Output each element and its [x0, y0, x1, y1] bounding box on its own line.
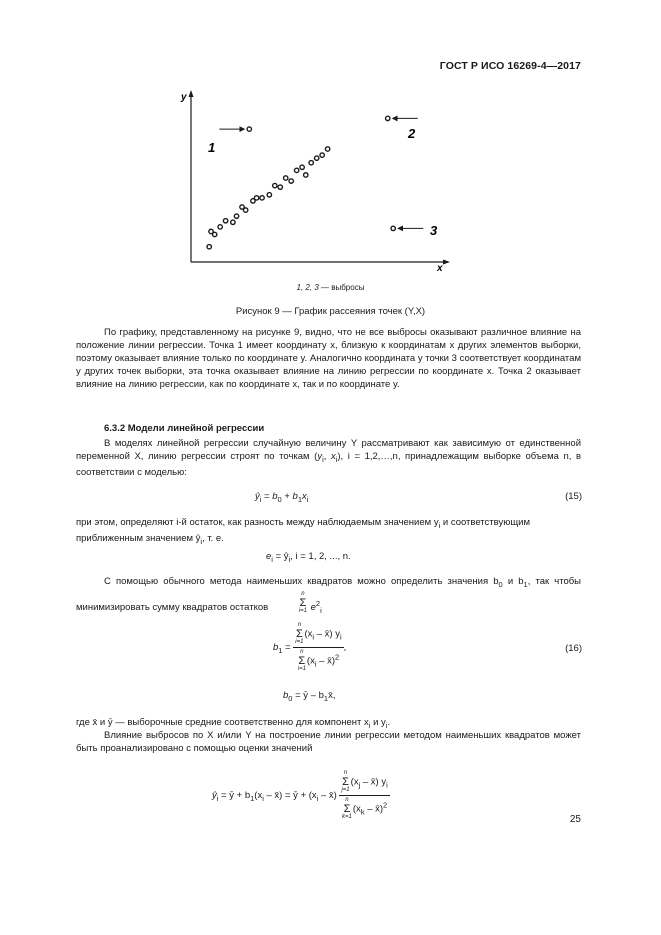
para3-line1: при этом, определяют i-й остаток, как разность между наблюдаемым значением y	[76, 517, 439, 528]
para2-i1: i	[322, 454, 324, 464]
scatter-point-24	[325, 147, 329, 151]
eql-mid2-sub: i	[262, 793, 264, 803]
eq15-x: x	[302, 491, 307, 502]
eql-den-bot: k=1	[342, 814, 352, 820]
eq16-den-top: n	[300, 649, 304, 655]
scatter-point-7	[234, 214, 238, 218]
eq15-x-sub: i	[306, 494, 309, 504]
eq16-num-bot: i=1	[295, 639, 304, 645]
para5-end: .	[387, 717, 391, 728]
eq16-num-sigma: Σ	[295, 628, 303, 640]
para4-b0: 0	[498, 579, 503, 589]
outlier-label-1: 1	[208, 140, 216, 155]
eq16-fraction	[293, 622, 343, 673]
scatter-point-5	[223, 219, 227, 223]
eql-den-expr-sub: k	[360, 807, 365, 817]
para2-y: y	[317, 451, 323, 462]
eql-den-sup: 2	[383, 800, 388, 810]
eql-den-expr: (x	[352, 803, 361, 815]
equation-15	[255, 491, 308, 504]
scatter-point-20	[304, 173, 308, 177]
outlier-points	[219, 116, 423, 230]
eql-lhs: ŷ	[212, 790, 217, 802]
data-points	[207, 147, 330, 249]
eql-mid3-sub: i	[316, 793, 319, 803]
paragraph-least-squares	[76, 575, 581, 617]
legend-text: — выбросы	[318, 283, 365, 292]
figure-legend	[0, 283, 661, 292]
y-axis-arrow	[189, 90, 194, 97]
para2-part1: В моделях линейной регрессии случайную величину Y рассматривают как зависимую от единственной переменной X, линию регрессии строят по точкам (	[76, 438, 581, 462]
outlier-label-2: 2	[408, 126, 416, 141]
eq15-b0: b	[272, 491, 278, 502]
eq16-lhs-sub: 1	[278, 645, 283, 655]
outlier-point-2	[386, 116, 390, 120]
residual-mid-sub: i	[288, 554, 291, 564]
paragraph-outliers-influence: По графику, представленному на рисунке 9, видно, что не все выбросы оказывают различное влияние на положение линии регрессии. Точка 1 имеет координату x, близкую к координатам x других элементов выборки, поэтому оказывает влияние только по координате y. Аналогично координата y точки 3 соответствует координатам y других точек выборки, эта точка оказывает влияние на линию регрессии по координате x. Точка 2 оказывает влияние на линию регрессии, как по координате x, так и по координате y.	[76, 327, 581, 390]
para5-and: и y	[370, 717, 386, 728]
eqb0-rhs: = ȳ – b	[292, 690, 324, 701]
section-heading: 6.3.2 Модели линейной регрессии	[104, 423, 265, 434]
equation-fitted-values	[212, 770, 390, 821]
para4-b1: 1	[523, 579, 528, 589]
page-number: 25	[569, 814, 581, 825]
eq16-den-sum	[298, 649, 306, 673]
scatter-point-22	[314, 156, 318, 160]
eq15-plus: +	[281, 491, 293, 502]
outlier-label-3: 3	[430, 223, 438, 238]
scatter-point-6	[231, 220, 235, 224]
para3-line2: приближенным значением ŷ	[76, 532, 201, 544]
eql-den-sigma: Σ	[343, 803, 351, 815]
para3-line2-end: , т. е.	[202, 532, 224, 544]
scatter-point-23	[320, 153, 324, 157]
eql-denominator	[339, 796, 389, 821]
equation-16	[273, 622, 346, 673]
para2-i2: i	[335, 454, 338, 464]
legend-numbers: 1, 2, 3	[296, 283, 319, 292]
eql-mid1-sub: 1	[250, 793, 255, 803]
scatter-point-9	[243, 208, 247, 212]
eql-num-sigma: Σ	[342, 776, 349, 788]
eq16-den-expr2: – x̄)	[316, 655, 335, 667]
paragraph-linear-regression-model	[76, 437, 581, 479]
eq16-num-expr2-sub: i	[339, 632, 342, 642]
para2-x: x	[330, 451, 336, 462]
scatter-point-21	[309, 161, 313, 165]
scatter-point-4	[218, 225, 222, 229]
eq16-num-expr2: – x̄) y	[314, 628, 340, 640]
eql-fraction	[339, 770, 389, 821]
outlier-point-3	[391, 226, 395, 230]
eql-num-top: n	[343, 770, 348, 776]
eql-mid4: – x̄)	[318, 790, 340, 802]
sum-top: n	[301, 590, 305, 597]
eql-num-expr-sub: j	[358, 780, 361, 790]
eql-mid2: (x	[254, 790, 263, 802]
residual-tail: , i = 1, 2, ..., n.	[290, 551, 351, 562]
eq16-num-expr-sub: i	[312, 632, 315, 642]
para2-part2: ), i = 1,2,…,n, принадлежащим выборке объема n, в соответствии с моделью:	[76, 451, 581, 478]
document-header: ГОСТ Р ИСО 16269-4—2017	[439, 60, 581, 72]
eql-den-expr2: – x̄)	[364, 803, 384, 815]
eq16-comma: ,	[343, 642, 347, 654]
scatter-point-16	[284, 176, 288, 180]
scatter-point-18	[294, 168, 298, 172]
eql-mid1: = ȳ + b	[218, 790, 251, 802]
eql-num-sum	[341, 770, 349, 794]
eql-num-expr2-sub: i	[386, 780, 388, 790]
eq16-den-expr: (x	[306, 655, 315, 667]
scatter-plot	[170, 86, 460, 276]
eqb0-lhs: b	[283, 690, 289, 701]
eq16-num-top: n	[297, 622, 302, 628]
eql-num-bot: j=1	[341, 787, 350, 793]
eq15-lhs: ŷ	[255, 491, 260, 502]
eql-numerator	[339, 770, 389, 796]
eqb0-lhs-sub: 0	[288, 693, 293, 703]
eq16-num-expr: (x	[304, 628, 313, 640]
eq15-b1: b	[292, 491, 298, 502]
eql-num-expr: (x	[350, 776, 359, 788]
scatter-point-11	[254, 196, 258, 200]
x-axis-arrow	[443, 260, 450, 265]
scatter-point-3	[209, 229, 213, 233]
scatter-point-19	[300, 165, 304, 169]
eq15-lhs-sub: i	[259, 494, 262, 504]
eq16-lhs: b	[273, 642, 279, 654]
equation-residual	[266, 551, 351, 564]
x-axis-label: x	[437, 263, 443, 274]
para3-line1-sub: i	[438, 520, 441, 530]
eq16-den-sup: 2	[335, 652, 340, 662]
sum-e-sup: 2	[315, 598, 321, 608]
sum-sign-inline	[271, 591, 307, 615]
equation-15-number: (15)	[565, 491, 582, 502]
figure-caption: Рисунок 9 — График рассеяния точек (Y,X)	[235, 306, 426, 317]
scatter-point-12	[260, 196, 264, 200]
eq16-denominator	[293, 648, 343, 673]
scatter-point-17	[289, 179, 293, 183]
scatter-point-15	[278, 185, 282, 189]
eql-den-top: n	[345, 797, 349, 803]
scatter-point-1	[207, 245, 211, 249]
para3-line1-end: и соответствующим	[440, 517, 531, 528]
scatter-point-13	[267, 193, 271, 197]
eqb0-rhs-sub: 1	[323, 693, 329, 703]
residual-e-sub: i	[271, 554, 273, 564]
eq16-eq: =	[282, 642, 294, 654]
sum-e-sub: i	[320, 605, 322, 615]
y-axis-label: y	[181, 92, 187, 103]
eq16-den-expr-sub: i	[314, 659, 317, 669]
residual-mid: = ŷ	[272, 551, 289, 562]
eq15-eq: =	[261, 491, 273, 502]
paragraph-residual-definition	[76, 516, 581, 548]
eq15-b1-sub: 1	[297, 494, 303, 504]
scatter-figure	[170, 86, 460, 276]
eq16-num-sum	[295, 622, 303, 646]
eql-den-sum	[342, 797, 352, 821]
sum-symbol: Σ	[299, 596, 307, 609]
outlier-point-1	[247, 127, 251, 131]
eql-num-expr2: – x̄) y	[360, 776, 387, 788]
para4-and: и b	[502, 576, 524, 587]
eq16-den-bot: i=1	[297, 666, 306, 672]
eqb0-rhs2: x̄,	[328, 690, 336, 701]
residual-e: e	[266, 551, 272, 562]
para3-line2-sub: i	[200, 536, 203, 546]
equation-b0	[283, 690, 335, 703]
sum-e: e	[307, 601, 316, 613]
eq16-den-sigma: Σ	[298, 655, 306, 667]
eq15-b0-sub: 0	[277, 494, 282, 504]
eql-mid3: – x̄) = ȳ + (x	[263, 790, 317, 802]
para5-sub1: i	[368, 720, 371, 730]
para4-part1: С помощью обычного метода наименьших квадратов можно определить значения b	[104, 576, 499, 587]
eql-lhs-sub: i	[216, 793, 219, 803]
para5-part1: где x̄ и ȳ — выборочные средние соответственно для компонент x	[76, 717, 369, 728]
scatter-point-14	[273, 183, 277, 187]
equation-16-number: (16)	[565, 643, 582, 654]
eq16-numerator	[293, 622, 343, 648]
para4-part2: , так чтобы минимизировать сумму квадратов остатков	[76, 576, 581, 613]
para5-sub2: i	[385, 720, 388, 730]
para2-sep: ,	[323, 451, 331, 462]
sum-bottom: i=1	[298, 607, 307, 614]
paragraph-outlier-analysis: Влияние выбросов по X и/или Y на построение линии регрессии методом наименьших квадратов может быть проанализировано с помощью оценки значений	[76, 730, 581, 754]
